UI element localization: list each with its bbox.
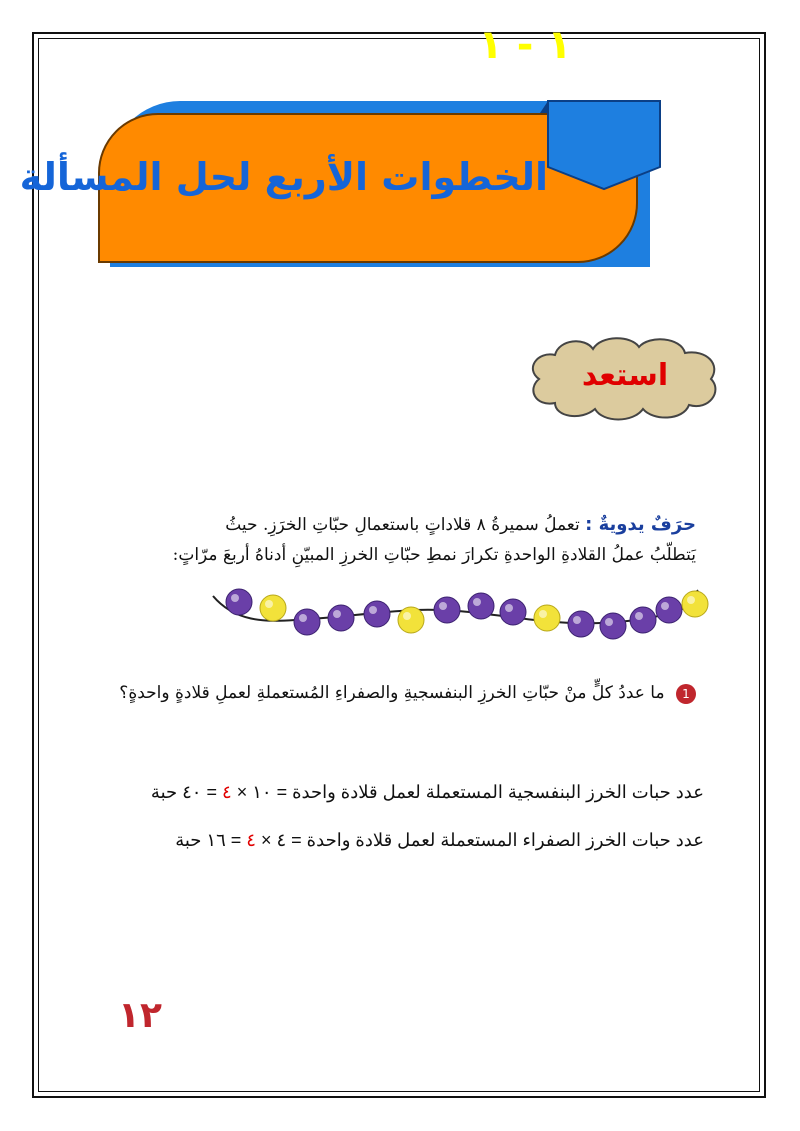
purple-bead	[468, 593, 494, 619]
problem-keyword: حرَفٌ يدويةٌ :	[585, 514, 696, 535]
page-number: ١٢	[118, 995, 162, 1036]
answer-yellow-highlight: ٤	[246, 830, 256, 850]
yellow-bead	[260, 595, 286, 621]
answer-yellow	[64, 830, 704, 851]
lesson-banner	[19, 93, 658, 273]
bead-highlight	[505, 604, 513, 612]
question-number-badge: 1	[676, 684, 696, 704]
purple-bead	[656, 597, 682, 623]
lesson-number: ١ - ١	[478, 22, 572, 68]
problem-line-1	[116, 510, 696, 540]
get-ready-label: استعد	[581, 358, 669, 393]
bead-highlight	[403, 612, 411, 620]
bead-highlight	[369, 606, 377, 614]
yellow-bead	[534, 605, 560, 631]
purple-bead	[294, 609, 320, 635]
problem-text-1: تعملُ سميرةُ ٨ قلاداتٍ باستعمالِ حبّاتِ الخرَزِ. حيثُ	[225, 515, 580, 535]
purple-bead	[630, 607, 656, 633]
purple-bead	[328, 605, 354, 631]
yellow-bead	[682, 591, 708, 617]
bead-highlight	[439, 602, 447, 610]
answer-purple-prefix: عدد حبات الخرز البنفسجية المستعملة لعمل قلادة واحدة = ١٠ ×	[236, 782, 704, 802]
bead-highlight	[265, 600, 273, 608]
purple-bead	[434, 597, 460, 623]
answer-yellow-prefix: عدد حبات الخرز الصفراء المستعملة لعمل قلادة واحدة = ٤ ×	[260, 830, 704, 850]
answer-purple	[64, 782, 704, 803]
bead-highlight	[473, 598, 481, 606]
bead-highlight	[687, 596, 695, 604]
bead-highlight	[635, 612, 643, 620]
purple-bead	[568, 611, 594, 637]
bead-highlight	[573, 616, 581, 624]
bead-group	[226, 589, 708, 639]
lesson-title: الخطوات الأربع لحل المسألة	[19, 155, 548, 199]
answer-yellow-suffix: = ١٦ حبة	[175, 830, 242, 850]
bead-highlight	[299, 614, 307, 622]
question-text: ما عددُ كلٍّ منْ حبّاتِ الخرزِ البنفسجيةِ والصفراءِ المُستعملةِ لعملِ قلادةٍ واحدةٍ؟	[119, 683, 665, 703]
bead-highlight	[333, 610, 341, 618]
lesson-number-ribbon	[538, 93, 668, 193]
purple-bead	[500, 599, 526, 625]
bead-highlight	[231, 594, 239, 602]
answer-purple-highlight: ٤	[222, 782, 232, 802]
purple-bead	[226, 589, 252, 615]
purple-bead	[600, 613, 626, 639]
bead-necklace	[205, 582, 715, 644]
answer-purple-suffix: = ٤٠ حبة	[150, 782, 217, 802]
bead-highlight	[605, 618, 613, 626]
problem-line-2: يَتطلّبُ عملُ القلادةِ الواحدةِ تكرارَ نمطِ حبّاتِ الخرزِ المبيّنِ أدناهُ أربعَ مرّاتٍ:	[172, 545, 696, 565]
problem-statement	[116, 510, 696, 570]
purple-bead	[364, 601, 390, 627]
question-1	[116, 676, 696, 710]
yellow-bead	[398, 607, 424, 633]
bead-highlight	[539, 610, 547, 618]
bead-highlight	[661, 602, 669, 610]
